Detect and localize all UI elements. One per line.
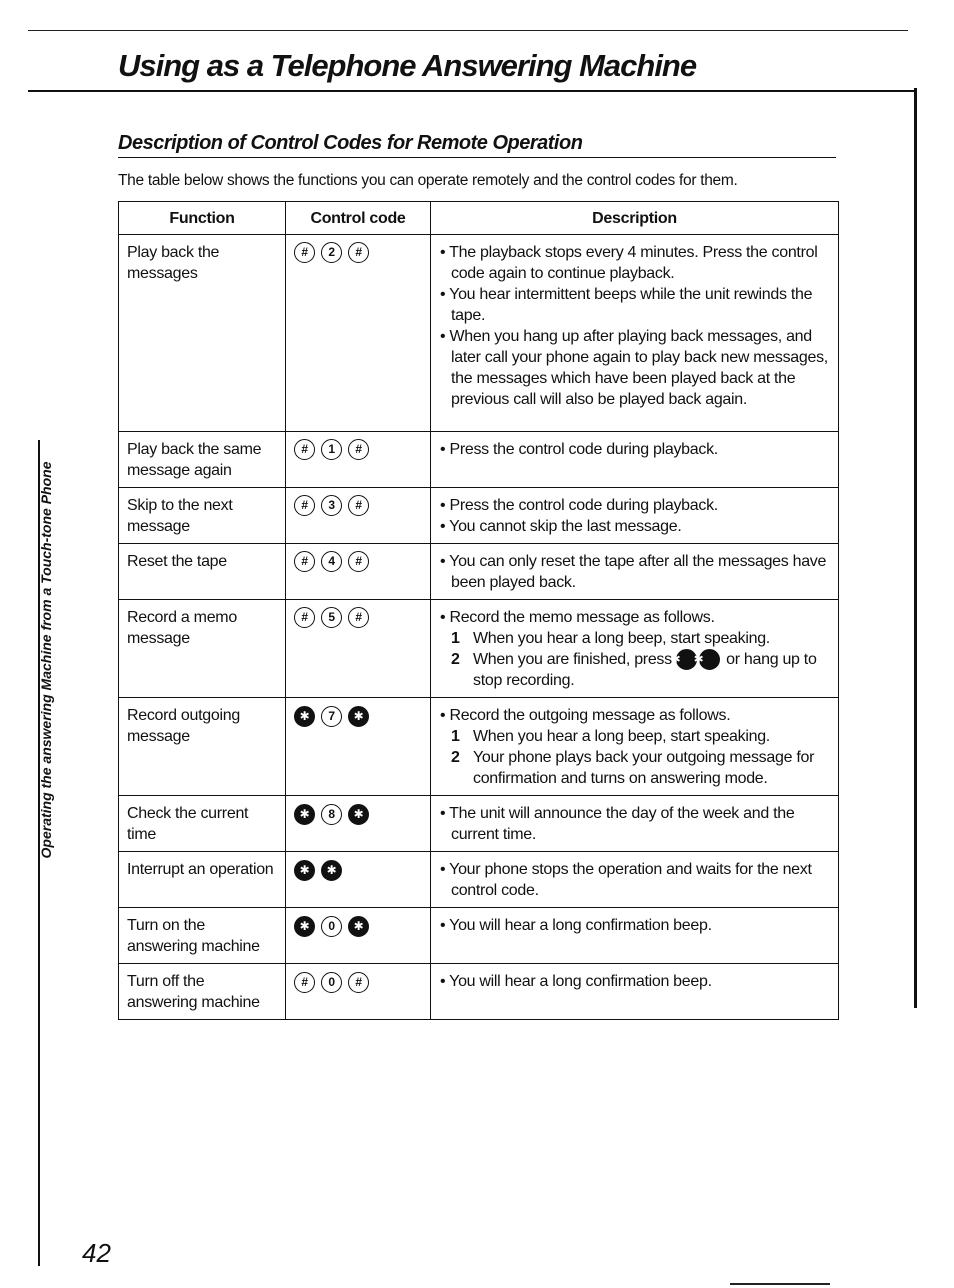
digit-key-icon: 5 (321, 607, 342, 628)
star-key-icon: ✱ (676, 649, 697, 670)
description-list (439, 607, 830, 628)
header-description: Description (431, 202, 839, 235)
description-bullet: • Record the outgoing message as follows. (440, 707, 731, 725)
table-row (119, 544, 839, 600)
step-item (451, 628, 830, 649)
description-bullet: • You will hear a long confirmation beep. (440, 973, 712, 991)
bullet-text: Your phone stops the operation and waits for the next control code. (449, 861, 812, 900)
control-code-cell (286, 852, 431, 908)
description-cell (431, 544, 839, 600)
star-key-icon: ✱ (294, 804, 315, 825)
page-number: 42 (82, 1238, 111, 1268)
hash-key-icon: # (348, 972, 369, 993)
star-key-icon: ✱ (294, 916, 315, 937)
description-list (439, 859, 830, 901)
description-bullet: • When you hang up after playing back messages, and later call your phone again to play back new messages, the messages which have been played back at the previous call will also be played back again. (440, 328, 828, 408)
function-cell: Play back the messages (119, 235, 286, 432)
control-codes-table (118, 201, 839, 1020)
star-key-icon: ✱ (348, 916, 369, 937)
star-key-icon: ✱ (348, 706, 369, 727)
control-code-cell (286, 698, 431, 796)
digit-key-icon: 1 (321, 439, 342, 460)
description-bullet: • Record the memo message as follows. (440, 609, 715, 626)
function-cell: Skip to the next message (119, 488, 286, 544)
header-control-code: Control code (286, 202, 431, 235)
function-cell: Reset the tape (119, 544, 286, 600)
description-list (439, 495, 830, 537)
description-cell (431, 796, 839, 852)
step-item (451, 747, 830, 789)
step-item (451, 726, 830, 747)
bullet-text: Press the control code during playback. (449, 441, 718, 458)
description-bullet: • The unit will announce the day of the week and the current time. (440, 805, 795, 844)
intro-text: The table below shows the functions you can operate remotely and the control codes for them. (118, 172, 738, 189)
digit-key-icon: 0 (321, 972, 342, 993)
hash-key-icon: # (294, 551, 315, 572)
hash-key-icon: # (348, 242, 369, 263)
description-list (439, 971, 830, 992)
digit-key-icon: 2 (321, 242, 342, 263)
description-list (439, 551, 830, 593)
bullet-text: You will hear a long confirmation beep. (449, 917, 712, 935)
function-cell: Record a memo message (119, 600, 286, 698)
table-row (119, 852, 839, 908)
bullet-text: When you hang up after playing back messages, and later call your phone again to play back new messages, the messages which have been played back at the previous call will also be played back again. (449, 328, 828, 408)
table-row (119, 908, 839, 964)
description-cell (431, 488, 839, 544)
function-cell: Play back the same message again (119, 432, 286, 488)
step-text: When you hear a long beep, start speaking. (473, 630, 770, 647)
function-cell: Turn off the answering machine (119, 964, 286, 1020)
star-key-icon: ✱ (348, 804, 369, 825)
bullet-text: Record the outgoing message as follows. (449, 707, 731, 725)
function-cell: Check the current time (119, 796, 286, 852)
bullet-text: You will hear a long confirmation beep. (449, 973, 712, 991)
hash-key-icon: # (294, 242, 315, 263)
description-bullet: • You cannot skip the last message. (440, 518, 682, 535)
star-key-icon: ✱ (321, 860, 342, 881)
description-bullet: • Press the control code during playback. (440, 441, 718, 458)
description-list (439, 705, 830, 726)
step-text: When you hear a long beep, start speaking. (473, 728, 770, 746)
description-list (439, 439, 830, 460)
description-list (439, 803, 830, 845)
function-cell: Record outgoing message (119, 698, 286, 796)
bullet-text: Record the memo message as follows. (449, 609, 715, 626)
description-cell (431, 908, 839, 964)
table-header-row (119, 202, 839, 235)
description-cell (431, 852, 839, 908)
hash-key-icon: # (294, 972, 315, 993)
description-bullet: • Press the control code during playback. (440, 497, 718, 514)
bullet-text: The playback stops every 4 minutes. Press the control code again to continue playback. (449, 244, 818, 282)
bullet-text: You hear intermittent beeps while the unit rewinds the tape. (449, 286, 813, 324)
digit-key-icon: 0 (321, 916, 342, 937)
description-cell (431, 235, 839, 432)
bottom-rule (730, 1283, 830, 1285)
control-code-cell (286, 796, 431, 852)
step-item (451, 649, 830, 691)
function-cell: Interrupt an operation (119, 852, 286, 908)
bullet-text: You can only reset the tape after all the messages have been played back. (449, 553, 827, 591)
step-text-after: or hang up to stop recording. (473, 651, 817, 690)
description-bullet: • You hear intermittent beeps while the unit rewinds the tape. (440, 286, 813, 324)
step-list (439, 628, 830, 691)
table-row (119, 600, 839, 698)
bullet-text: The unit will announce the day of the week and the current time. (449, 805, 795, 844)
description-cell (431, 964, 839, 1020)
bullet-text: Press the control code during playback. (449, 497, 718, 514)
table-row (119, 796, 839, 852)
digit-key-icon: 8 (321, 804, 342, 825)
control-code-cell (286, 235, 431, 432)
step-number: 1 (451, 728, 460, 746)
control-code-cell (286, 908, 431, 964)
hash-key-icon: # (294, 607, 315, 628)
step-number: 1 (451, 630, 460, 647)
control-code-cell (286, 600, 431, 698)
star-key-icon: ✱ (699, 649, 720, 670)
side-chapter-label: Operating the answering Machine from a Touch-tone Phone (38, 461, 54, 859)
step-number: 2 (451, 651, 460, 668)
function-cell: Turn on the answering machine (119, 908, 286, 964)
description-bullet: • You will hear a long confirmation beep. (440, 917, 712, 935)
digit-key-icon: 3 (321, 495, 342, 516)
control-code-cell (286, 964, 431, 1020)
step-list (439, 726, 830, 789)
table-row (119, 698, 839, 796)
section-title: Description of Control Codes for Remote Operation (118, 132, 836, 158)
hash-key-icon: # (348, 439, 369, 460)
description-bullet: • The playback stops every 4 minutes. Press the control code again to continue playback. (440, 244, 818, 282)
digit-key-icon: 4 (321, 551, 342, 572)
right-margin-rule (914, 88, 917, 1008)
description-cell (431, 600, 839, 698)
page-title: Using as a Telephone Answering Machine (118, 48, 697, 83)
top-rule (28, 30, 908, 31)
description-bullet: • You can only reset the tape after all the messages have been played back. (440, 553, 827, 591)
control-code-cell (286, 432, 431, 488)
description-cell (431, 698, 839, 796)
table-row (119, 235, 839, 432)
hash-key-icon: # (348, 495, 369, 516)
hash-key-icon: # (294, 439, 315, 460)
table-row (119, 964, 839, 1020)
digit-key-icon: 7 (321, 706, 342, 727)
description-list (439, 915, 830, 936)
hash-key-icon: # (348, 607, 369, 628)
description-cell (431, 432, 839, 488)
bullet-text: You cannot skip the last message. (449, 518, 682, 535)
hash-key-icon: # (294, 495, 315, 516)
star-key-icon: ✱ (294, 860, 315, 881)
control-code-cell (286, 544, 431, 600)
description-list (439, 242, 830, 410)
description-bullet: • Your phone stops the operation and waits for the next control code. (440, 861, 812, 900)
table-row (119, 432, 839, 488)
step-text: When you are finished, press (473, 651, 672, 668)
star-key-icon: ✱ (294, 706, 315, 727)
control-code-cell (286, 488, 431, 544)
title-rule (28, 90, 916, 92)
table-body (119, 235, 839, 1020)
header-function: Function (119, 202, 286, 235)
step-text: Your phone plays back your outgoing message for confirmation and turns on answering mode. (473, 749, 815, 788)
table-row (119, 488, 839, 544)
hash-key-icon: # (348, 551, 369, 572)
step-number: 2 (451, 749, 460, 767)
